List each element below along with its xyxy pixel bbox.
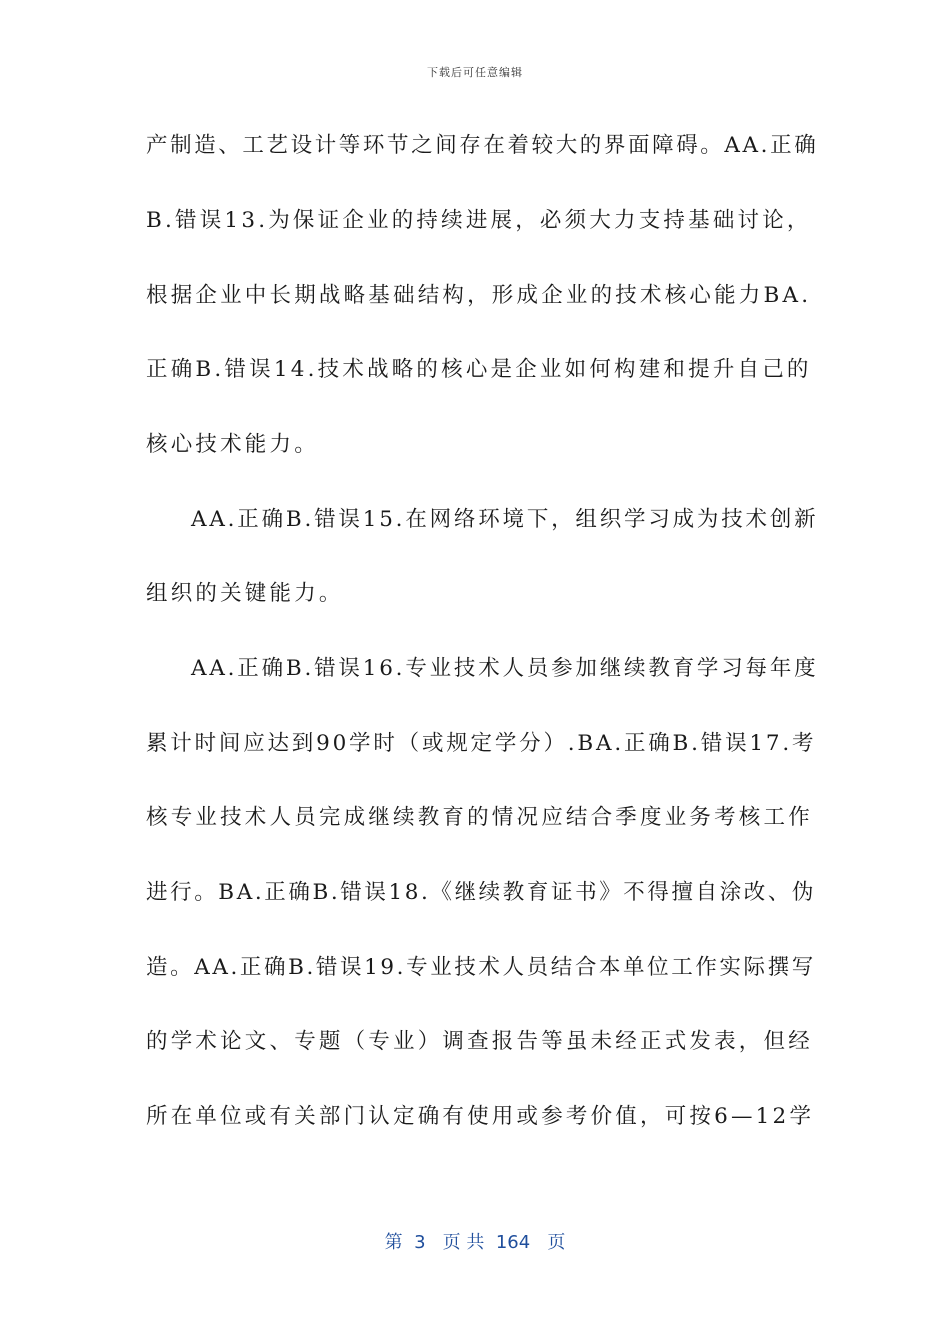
text-line: 的学术论文、专题（专业）调查报告等虽未经正式发表，但经 <box>146 1029 813 1054</box>
page-footer: 第 3 页 共 164 页 <box>384 1232 566 1253</box>
text-line: 核心技术能力。 <box>146 432 319 457</box>
text-line: 根据企业中长期战略基础结构，形成企业的技术核心能力BA. <box>146 283 812 308</box>
text-line: 组织的关键能力。 <box>146 581 344 606</box>
text-line: AA.正确B.错误15.在网络环境下，组织学习成为技术创新 <box>191 507 819 532</box>
text-line: AA.正确B.错误16.专业技术人员参加继续教育学习每年度 <box>191 656 819 681</box>
text-line: B.错误13.为保证企业的持续进展，必须大力支持基础讨论， <box>146 208 812 233</box>
text-line: 累计时间应达到90学时（或规定学分）.BA.正确B.错误17.考 <box>146 731 817 756</box>
text-line: 产制造、工艺设计等环节之间存在着较大的界面障碍。AA.正确 <box>146 133 819 158</box>
text-line: 正确B.错误14.技术战略的核心是企业如何构建和提升自己的 <box>146 357 812 382</box>
page-header: 下载后可任意编辑 <box>427 66 523 79</box>
text-line: 所在单位或有关部门认定确有使用或参考价值，可按6—12学 <box>146 1104 815 1129</box>
text-line: 核专业技术人员完成继续教育的情况应结合季度业务考核工作 <box>146 805 813 830</box>
text-line: 造。AA.正确B.错误19.专业技术人员结合本单位工作实际撰写 <box>146 955 816 980</box>
text-line: 进行。BA.正确B.错误18.《继续教育证书》不得擅自涂改、伪 <box>146 880 817 905</box>
